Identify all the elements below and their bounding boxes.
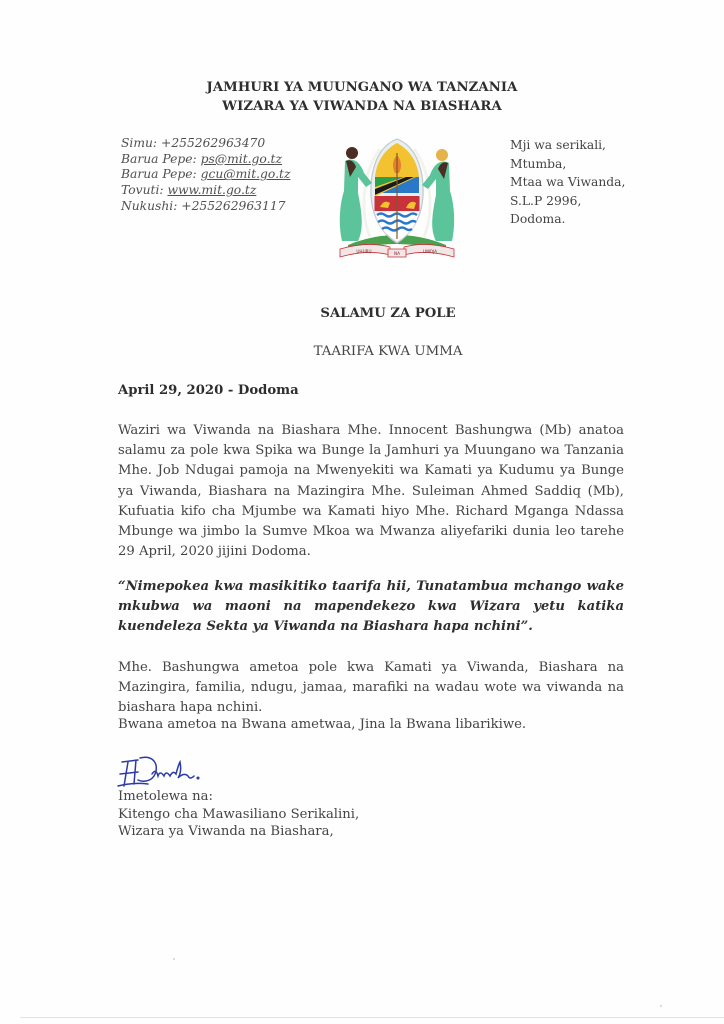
svg-text:UMOJA: UMOJA bbox=[423, 249, 437, 254]
svg-text:UHURU: UHURU bbox=[356, 249, 372, 254]
scan-speck bbox=[660, 1005, 662, 1007]
contact-label: Barua Pepe: bbox=[121, 151, 197, 166]
contact-label: Barua Pepe: bbox=[121, 167, 197, 182]
email-link[interactable]: ps@mit.go.tz bbox=[200, 151, 282, 166]
body-paragraph: Waziri wa Viwanda na Biashara Mhe. Innocent Bashungwa (Mb) anatoa salamu za pole kwa Spika wa Bunge la Jamhuri ya Muungano wa Tanzania Mhe. Job Ndugai pamoja na Mwenyekiti wa Kamati ya Kudumu ya Bunge ya Viwanda, Biashara na Mazingira Mhe. Suleiman Ahmed Saddiq (Mb), Kufuatia kifo cha Mjumbe wa Kamati hiyo Mhe. Richard Mganga Ndassa Mbunge wa jimbo la Sumve Mkoa wa Mwanza aliyefariki dunia leo tarehe 29 April, 2020 jijini Dodoma. bbox=[118, 423, 624, 560]
letterhead-ministry: WIZARA YA VIWANDA NA BIASHARA bbox=[222, 99, 502, 114]
contact-phone bbox=[121, 136, 290, 152]
body-paragraph: Mhe. Bashungwa ametoa pole kwa Kamati ya Viwanda, Biashara na Mazingira, familia, ndugu, jamaa, marafiki na wadau wote wa viwanda na biashara hapa nchini. bbox=[118, 660, 624, 716]
quote-paragraph: “Nimepokea kwa masikitiko taarifa hii, Tunatambua mchango wake mkubwa wa maoni na mapendekezo kwa Wizara yetu katika kuendeleza Sekta ya Viwanda na Biashara hapa nchini”. bbox=[118, 579, 624, 635]
scan-edge-line bbox=[20, 1017, 724, 1018]
issued-by-block bbox=[118, 788, 359, 841]
address-line: Mtumba, bbox=[510, 156, 567, 171]
issued-by-line: Imetolewa na: bbox=[118, 789, 213, 804]
address-line: Mtaa wa Viwanda, bbox=[510, 175, 626, 190]
email-link[interactable]: gcu@mit.go.tz bbox=[200, 167, 291, 182]
issued-by-line: Wizara ya Viwanda na Biashara, bbox=[118, 824, 334, 840]
contact-label: Nukushi: bbox=[121, 198, 178, 213]
contact-email-gcu bbox=[121, 167, 290, 183]
document-title: SALAMU ZA POLE bbox=[320, 306, 456, 321]
svg-text:NA: NA bbox=[394, 251, 400, 256]
scan-speck bbox=[173, 958, 175, 960]
issued-by-line: Kitengo cha Mawasiliano Serikalini, bbox=[118, 806, 360, 822]
contact-block bbox=[121, 136, 290, 215]
closing-line: Bwana ametoa na Bwana ametwaa, Jina la Bwana libarikiwe. bbox=[118, 717, 527, 732]
address-line: S.L.P 2996, bbox=[510, 193, 582, 208]
address-line: Dodoma. bbox=[510, 212, 566, 227]
emblem-figure-right-head bbox=[436, 149, 448, 161]
date-line: April 29, 2020 - Dodoma bbox=[118, 383, 299, 398]
contact-value: +255262963470 bbox=[161, 136, 266, 150]
contact-website bbox=[121, 183, 290, 199]
letterhead-country: JAMHURI YA MUUNGANO WA TANZANIA bbox=[206, 80, 518, 95]
contact-label: Tovuti: bbox=[121, 183, 164, 198]
contact-value: +255262963117 bbox=[181, 198, 286, 213]
emblem-figure-left-head bbox=[346, 147, 358, 159]
document-subtitle: TAARIFA KWA UMMA bbox=[313, 344, 463, 359]
website-link[interactable]: www.mit.go.tz bbox=[167, 183, 257, 198]
contact-fax bbox=[121, 199, 290, 215]
handwritten-signature-icon bbox=[114, 752, 244, 792]
contact-label: Simu: bbox=[121, 136, 158, 150]
address-block bbox=[510, 136, 625, 229]
tanzania-coat-of-arms-icon bbox=[330, 133, 464, 261]
contact-email-ps bbox=[121, 152, 290, 168]
address-line: Mji wa serikali, bbox=[510, 138, 606, 152]
